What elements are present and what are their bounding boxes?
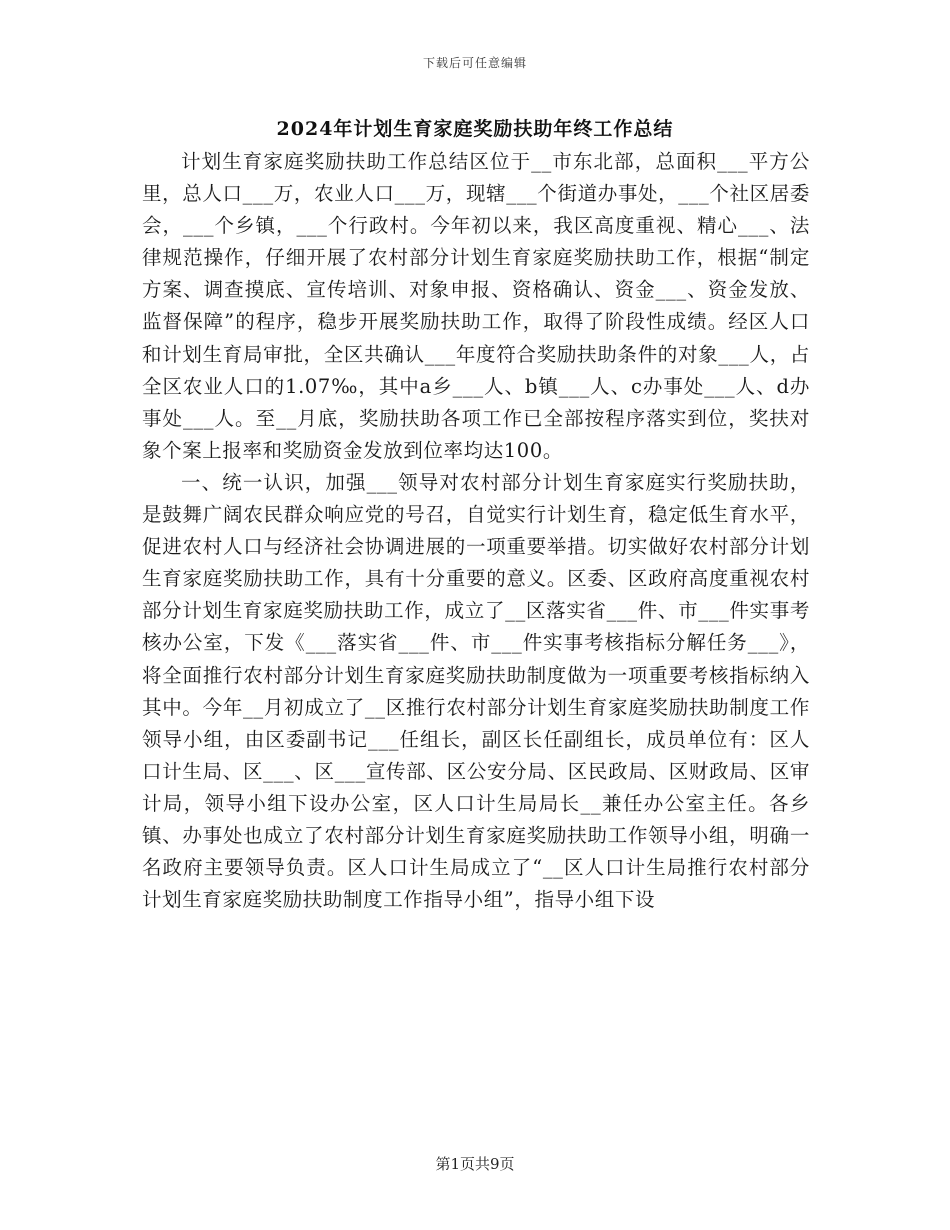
document-title: 2024年计划生育家庭奖励扶助年终工作总结 — [276, 118, 674, 140]
paragraph-section-one: 一、统一认识，加强___领导对农村部分计划生育家庭实行奖励扶助，是鼓舞广阔农民群众响应党的号召，自觉实行计划生育，稳定低生育水平，促进农村人口与经济社会协调进展的一项重要举措。切实做好农村部分计划生育家庭奖励扶助工作，具有十分重要的意义。区委、区政府高度重视农村部分计划生育家庭奖励扶助工作，成立了__区落实省___件、市___件实事考核办公室，下发《___落实省___件、市___件实事考核指标分解任务___》，将全面推行农村部分计划生育家庭奖励扶助制度做为一项重要考核指标纳入其中。今年__月初成立了__区推行农村部分计划生育家庭奖励扶助制度工作领导小组，由区委副书记___任组长，副区长任副组长，成员单位有：区人口计生局、区___、区___宣传部、区公安分局、区民政局、区财政局、区审计局，领导小组下设办公室，区人口计生局局长__兼任办公室主任。各乡镇、办事处也成立了农村部分计划生育家庭奖励扶助工作领导小组，明确一名政府主要领导负责。区人口计生局成立了“__区人口计生局推行农村部分计划生育家庭奖励扶助制度工作指导小组”，指导小组下设 — [142, 470, 810, 912]
header-note: 下载后可任意编辑 — [422, 56, 527, 70]
page-number: 第1页共9页 — [435, 1155, 515, 1173]
paragraph-intro: 计划生育家庭奖励扶助工作总结区位于__市东北部，总面积___平方公里，总人口___万，农业人口___万，现辖___个街道办事处，___个社区居委会，___个乡镇，___个行政村。今年初以来，我区高度重视、精心___、法律规范操作，仔细开展了农村部分计划生育家庭奖励扶助工作，根据“制定方案、调查摸底、宣传培训、对象申报、资格确认、资金___、资金发放、监督保障”的程序，稳步开展奖励扶助工作，取得了阶段性成绩。经区人口和计划生育局审批，全区共确认___年度符合奖励扶助条件的对象___人，占全区农业人口的1.07‰，其中a乡___人、b镇___人、c办事处___人、d办事处___人。至__月底，奖励扶助各项工作已全部按程序落实到位，奖扶对象个案上报率和奖励资金发放到位率均达100。 — [142, 150, 810, 462]
document-body — [142, 146, 810, 916]
